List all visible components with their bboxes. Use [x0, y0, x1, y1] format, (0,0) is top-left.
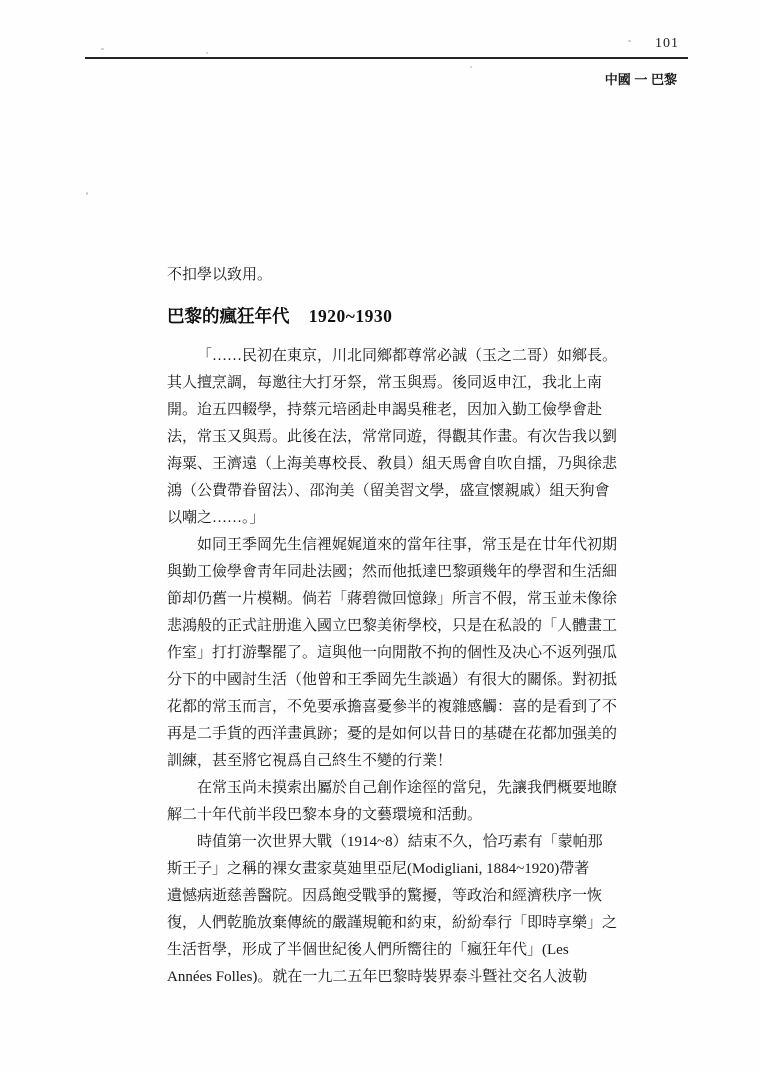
text-line: 在常玉尚未摸索出屬於自己創作途徑的當兒，先讓我們概要地瞭	[197, 780, 618, 796]
text-line: 復，人們乾脆放棄傳統的嚴謹規範和約束，紛紛奉行「即時享樂」之	[167, 915, 618, 931]
text-line: 解二十年代前半段巴黎本身的文藝環境和活動。	[167, 807, 483, 823]
scan-speck	[101, 48, 104, 50]
text-line: 分下的中國討生活（他曾和王季岡先生談過）有很大的關係。對初抵	[167, 672, 618, 688]
text-line: 節却仍舊一片模糊。倘若「蔣碧微回憶錄」所言不假，常玉並未像徐	[167, 591, 618, 607]
text-line: 其人擅烹調，每邀往大打牙祭，常玉與焉。後同返申江，我北上南	[167, 375, 603, 391]
text-line: 再是二手貨的西洋畫眞跡；憂的是如何以昔日的基礎在花都加强美的	[167, 726, 618, 742]
text-line: 時值第一次世界大戰（1914~8）結束不久，恰巧素有「蒙帕那	[197, 834, 603, 850]
scan-speck	[470, 66, 472, 68]
text-line: 以嘲之……。」	[167, 510, 265, 526]
scan-speck	[86, 192, 88, 195]
text-line: 悲鴻般的正式註册進入國立巴黎美術學校，只是在私設的「人體畫工	[167, 618, 618, 634]
text-line: 訓練，甚至將它視爲自己終生不變的行業！	[167, 753, 453, 769]
header-rule	[85, 57, 688, 59]
text-line: 「……民初在東京，川北同鄉都尊常必誠（玉之二哥）如鄉長。	[197, 348, 618, 364]
text-line: Années Folles)。就在一九二五年巴黎時裝界泰斗曁社交名人波勒	[167, 969, 588, 985]
running-head: 中國 一 巴黎	[604, 72, 677, 87]
text-line: 海粟、王濟遠（上海美專校長、敎員）組天馬會自吹自擂，乃與徐悲	[167, 456, 618, 472]
text-line: 如同王季岡先生信裡娓娓道來的當年往事，常玉是在廿年代初期	[197, 537, 618, 553]
paragraph-paris-era	[167, 829, 627, 991]
section-heading	[167, 303, 627, 330]
section-heading-title: 巴黎的瘋狂年代	[167, 306, 290, 326]
text-line: 遺憾病逝慈善醫院。因爲飽受戰爭的驚擾，等政治和經濟秩序一恢	[167, 888, 603, 904]
continuation-line: 不扣學以致用。	[167, 267, 273, 283]
text-line: 鴻（公費帶眷留法）、邵洵美（留美習文學，盛宣懷親戚）組天狗會	[167, 483, 610, 499]
scan-speck	[628, 40, 631, 42]
text-line: 法，常玉又與焉。此後在法，常常同遊，得觀其作畫。有次告我以劉	[167, 429, 618, 445]
paragraph-transition	[167, 775, 627, 829]
body-text	[167, 262, 627, 991]
text-line: 花都的常玉而言，不免要承擔喜憂參半的複雜感觸：喜的是看到了不	[167, 699, 618, 715]
text-line: 與勤工儉學會靑年同赴法國；然而他抵達巴黎頭幾年的學習和生活細	[167, 564, 618, 580]
text-line: 斯王子」之稱的裸女畫家莫廸里亞尼(Modigliani, 1884~1920)帶著	[167, 861, 590, 877]
paragraph-quote	[167, 343, 627, 532]
paragraph-biography	[167, 532, 627, 775]
text-line: 生活哲學，形成了半個世紀後人們所嚮往的「瘋狂年代」(Les	[167, 942, 569, 958]
page-number: 101	[655, 36, 679, 51]
scan-speck	[206, 52, 208, 54]
text-line: 開。迨五四輟學，持蔡元培函赴申謁吳稚老，因加入勤工儉學會赴	[167, 402, 603, 418]
text-line: 作室」打打游擊罷了。這與他一向閒散不拘的個性及决心不返列强瓜	[167, 645, 618, 661]
section-heading-years: 1920~1930	[308, 306, 393, 326]
